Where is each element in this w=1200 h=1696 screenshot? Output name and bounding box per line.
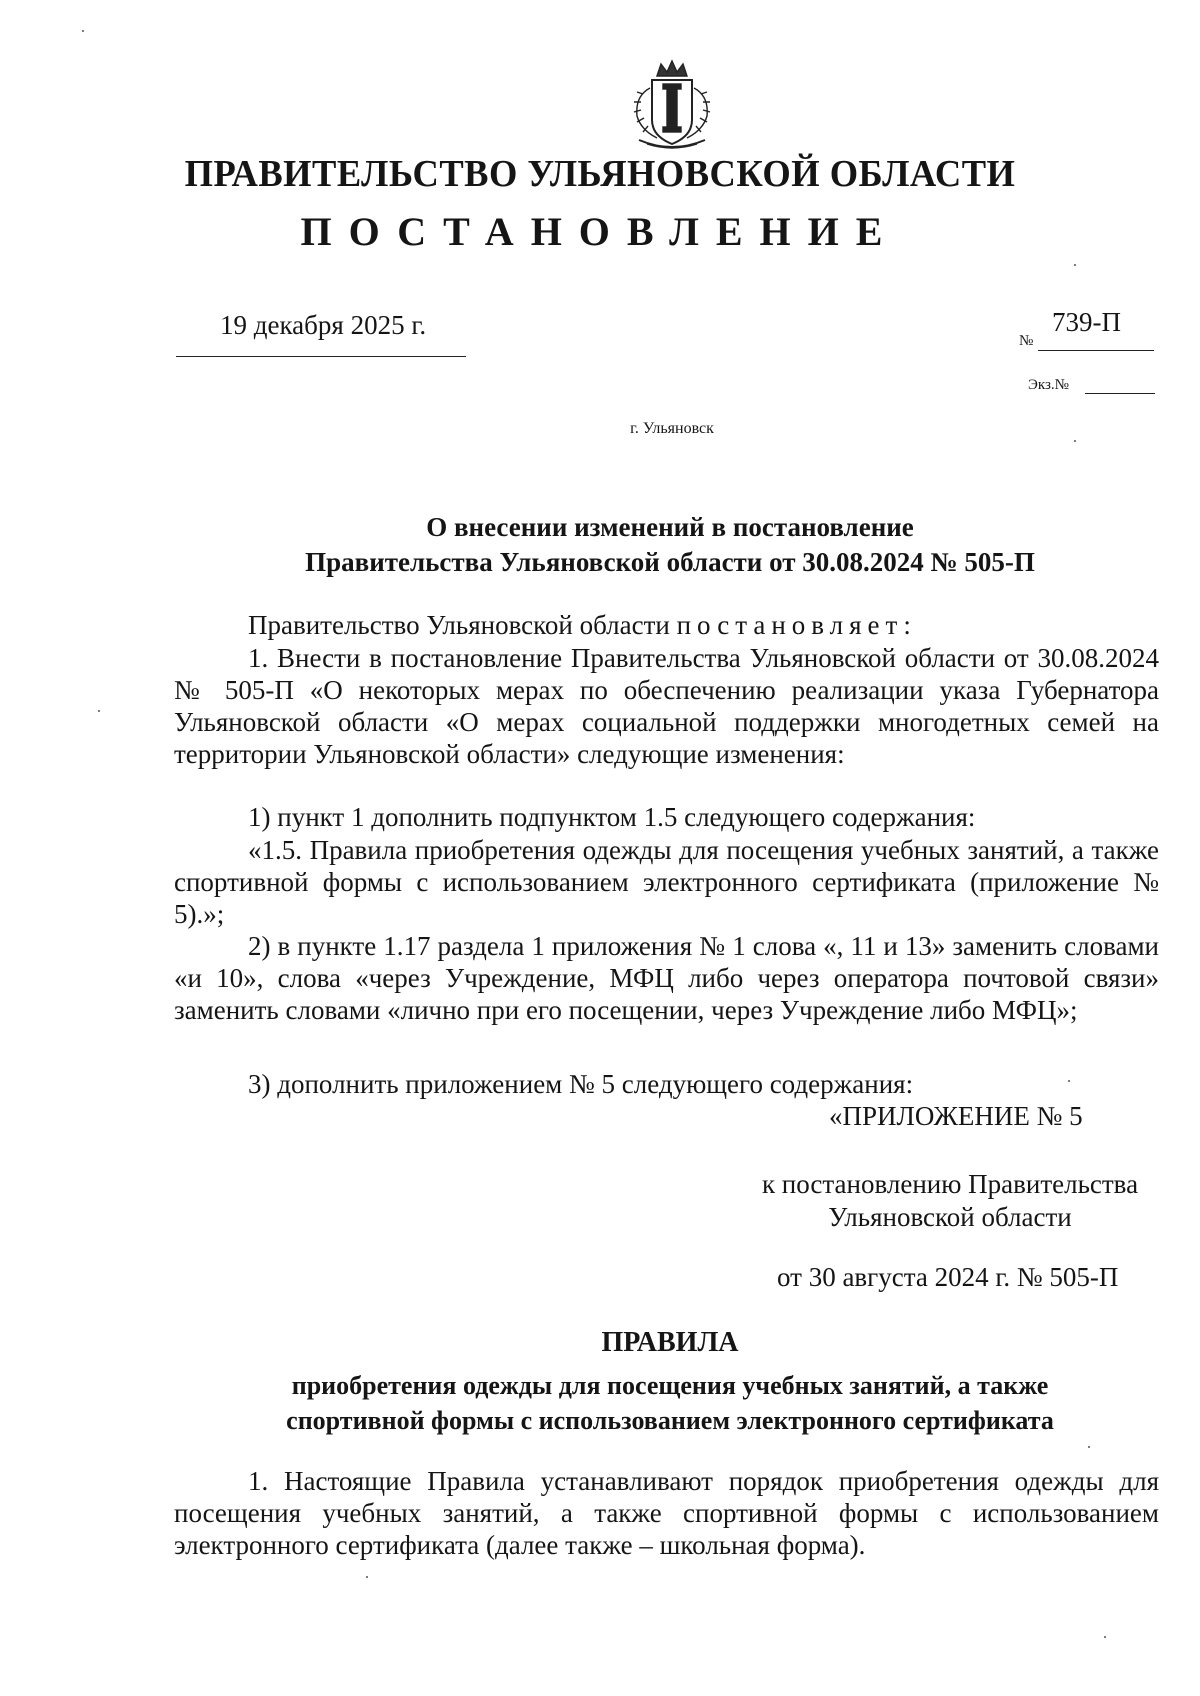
document-type: ПОСТАНОВЛЕНИЕ	[300, 209, 900, 254]
number-underline	[1038, 350, 1154, 351]
number-sign: №	[1019, 333, 1034, 349]
subject-line-2: Правительства Ульяновской области от 30.08.2024 № 505-П	[305, 547, 1035, 577]
document-subject	[200, 510, 1140, 580]
scan-speck	[1074, 264, 1076, 266]
sub-item-2	[174, 930, 1159, 1026]
item-1-text: 1. Внести в постановление Правительства Ульяновской области от 30.08.2024 № 505-П «О некоторых мерах по обеспечению реализации указа Губернатора Ульяновской области «О мерах социальной поддержки многодетных семей на территории Ульяновской области» следующие изменения:	[174, 643, 1159, 769]
preamble-prefix: Правительство Ульяновской области	[248, 610, 670, 640]
appendix-ref-line-2: Ульяновской области	[828, 1202, 1072, 1232]
document-number: 739-П	[1052, 307, 1121, 337]
appendix-ref-line-1: к постановлению Правительства	[761, 1169, 1139, 1199]
copy-number-underline	[1085, 393, 1155, 394]
rules-subtitle-line-1: приобретения одежды для посещения учебных занятий, а также	[291, 1371, 1049, 1400]
scan-speck	[1074, 440, 1076, 442]
scan-speck	[366, 1576, 368, 1578]
scan-speck	[1068, 1080, 1070, 1082]
sub-item-1: 1) пункт 1 дополнить подпунктом 1.5 следующего содержания:	[248, 802, 976, 832]
scan-speck	[1104, 1636, 1106, 1638]
rules-item-1	[174, 1465, 1159, 1561]
city: г. Ульяновск	[630, 420, 714, 437]
copy-number-label: Экз.№	[1028, 377, 1069, 393]
preamble-verb: постановляет:	[676, 610, 917, 640]
quote-text: «1.5. Правила приобретения одежды для посещения учебных занятий, а также спортивной формы с использованием электронного сертификата (приложение № 5).»;	[174, 835, 1159, 929]
rules-subtitle-line-2: спортивной формы с использованием электронного сертификата	[286, 1406, 1054, 1435]
appendix-title: «ПРИЛОЖЕНИЕ № 5	[829, 1101, 1083, 1131]
organization-title: ПРАВИТЕЛЬСТВО УЛЬЯНОВСКОЙ ОБЛАСТИ	[184, 153, 1016, 195]
document-date: 19 декабря 2025 г.	[220, 310, 427, 340]
preamble	[248, 610, 917, 641]
rules-subtitle	[180, 1368, 1160, 1438]
appendix-date: от 30 августа 2024 г. № 505-П	[777, 1262, 1119, 1292]
scan-speck	[1088, 1446, 1090, 1448]
rules-title: ПРАВИЛА	[601, 1327, 739, 1358]
coat-of-arms-icon	[617, 58, 727, 154]
sub-item-1-quote	[174, 834, 1159, 930]
sub-item-3: 3) дополнить приложением № 5 следующего содержания:	[248, 1069, 914, 1099]
subject-line-1: О внесении изменений в постановление	[426, 512, 914, 542]
scan-speck	[98, 710, 100, 712]
rules-item-1-text: 1. Настоящие Правила устанавливают порядок приобретения одежды для посещения учебных занятий, а также спортивной формы с использованием электронного сертификата (далее также – школьная форма).	[174, 1466, 1159, 1560]
sub-item-2-text: 2) в пункте 1.17 раздела 1 приложения № 1 слова «, 11 и 13» заменить словами «и 10», слова «через Учреждение, МФЦ либо через оператора почтовой связи» заменить словами «лично при его посещении, через Учреждение либо МФЦ»;	[174, 931, 1159, 1025]
item-1	[174, 642, 1159, 770]
date-underline	[176, 356, 466, 357]
scan-speck	[82, 30, 84, 32]
appendix-reference	[740, 1168, 1160, 1234]
